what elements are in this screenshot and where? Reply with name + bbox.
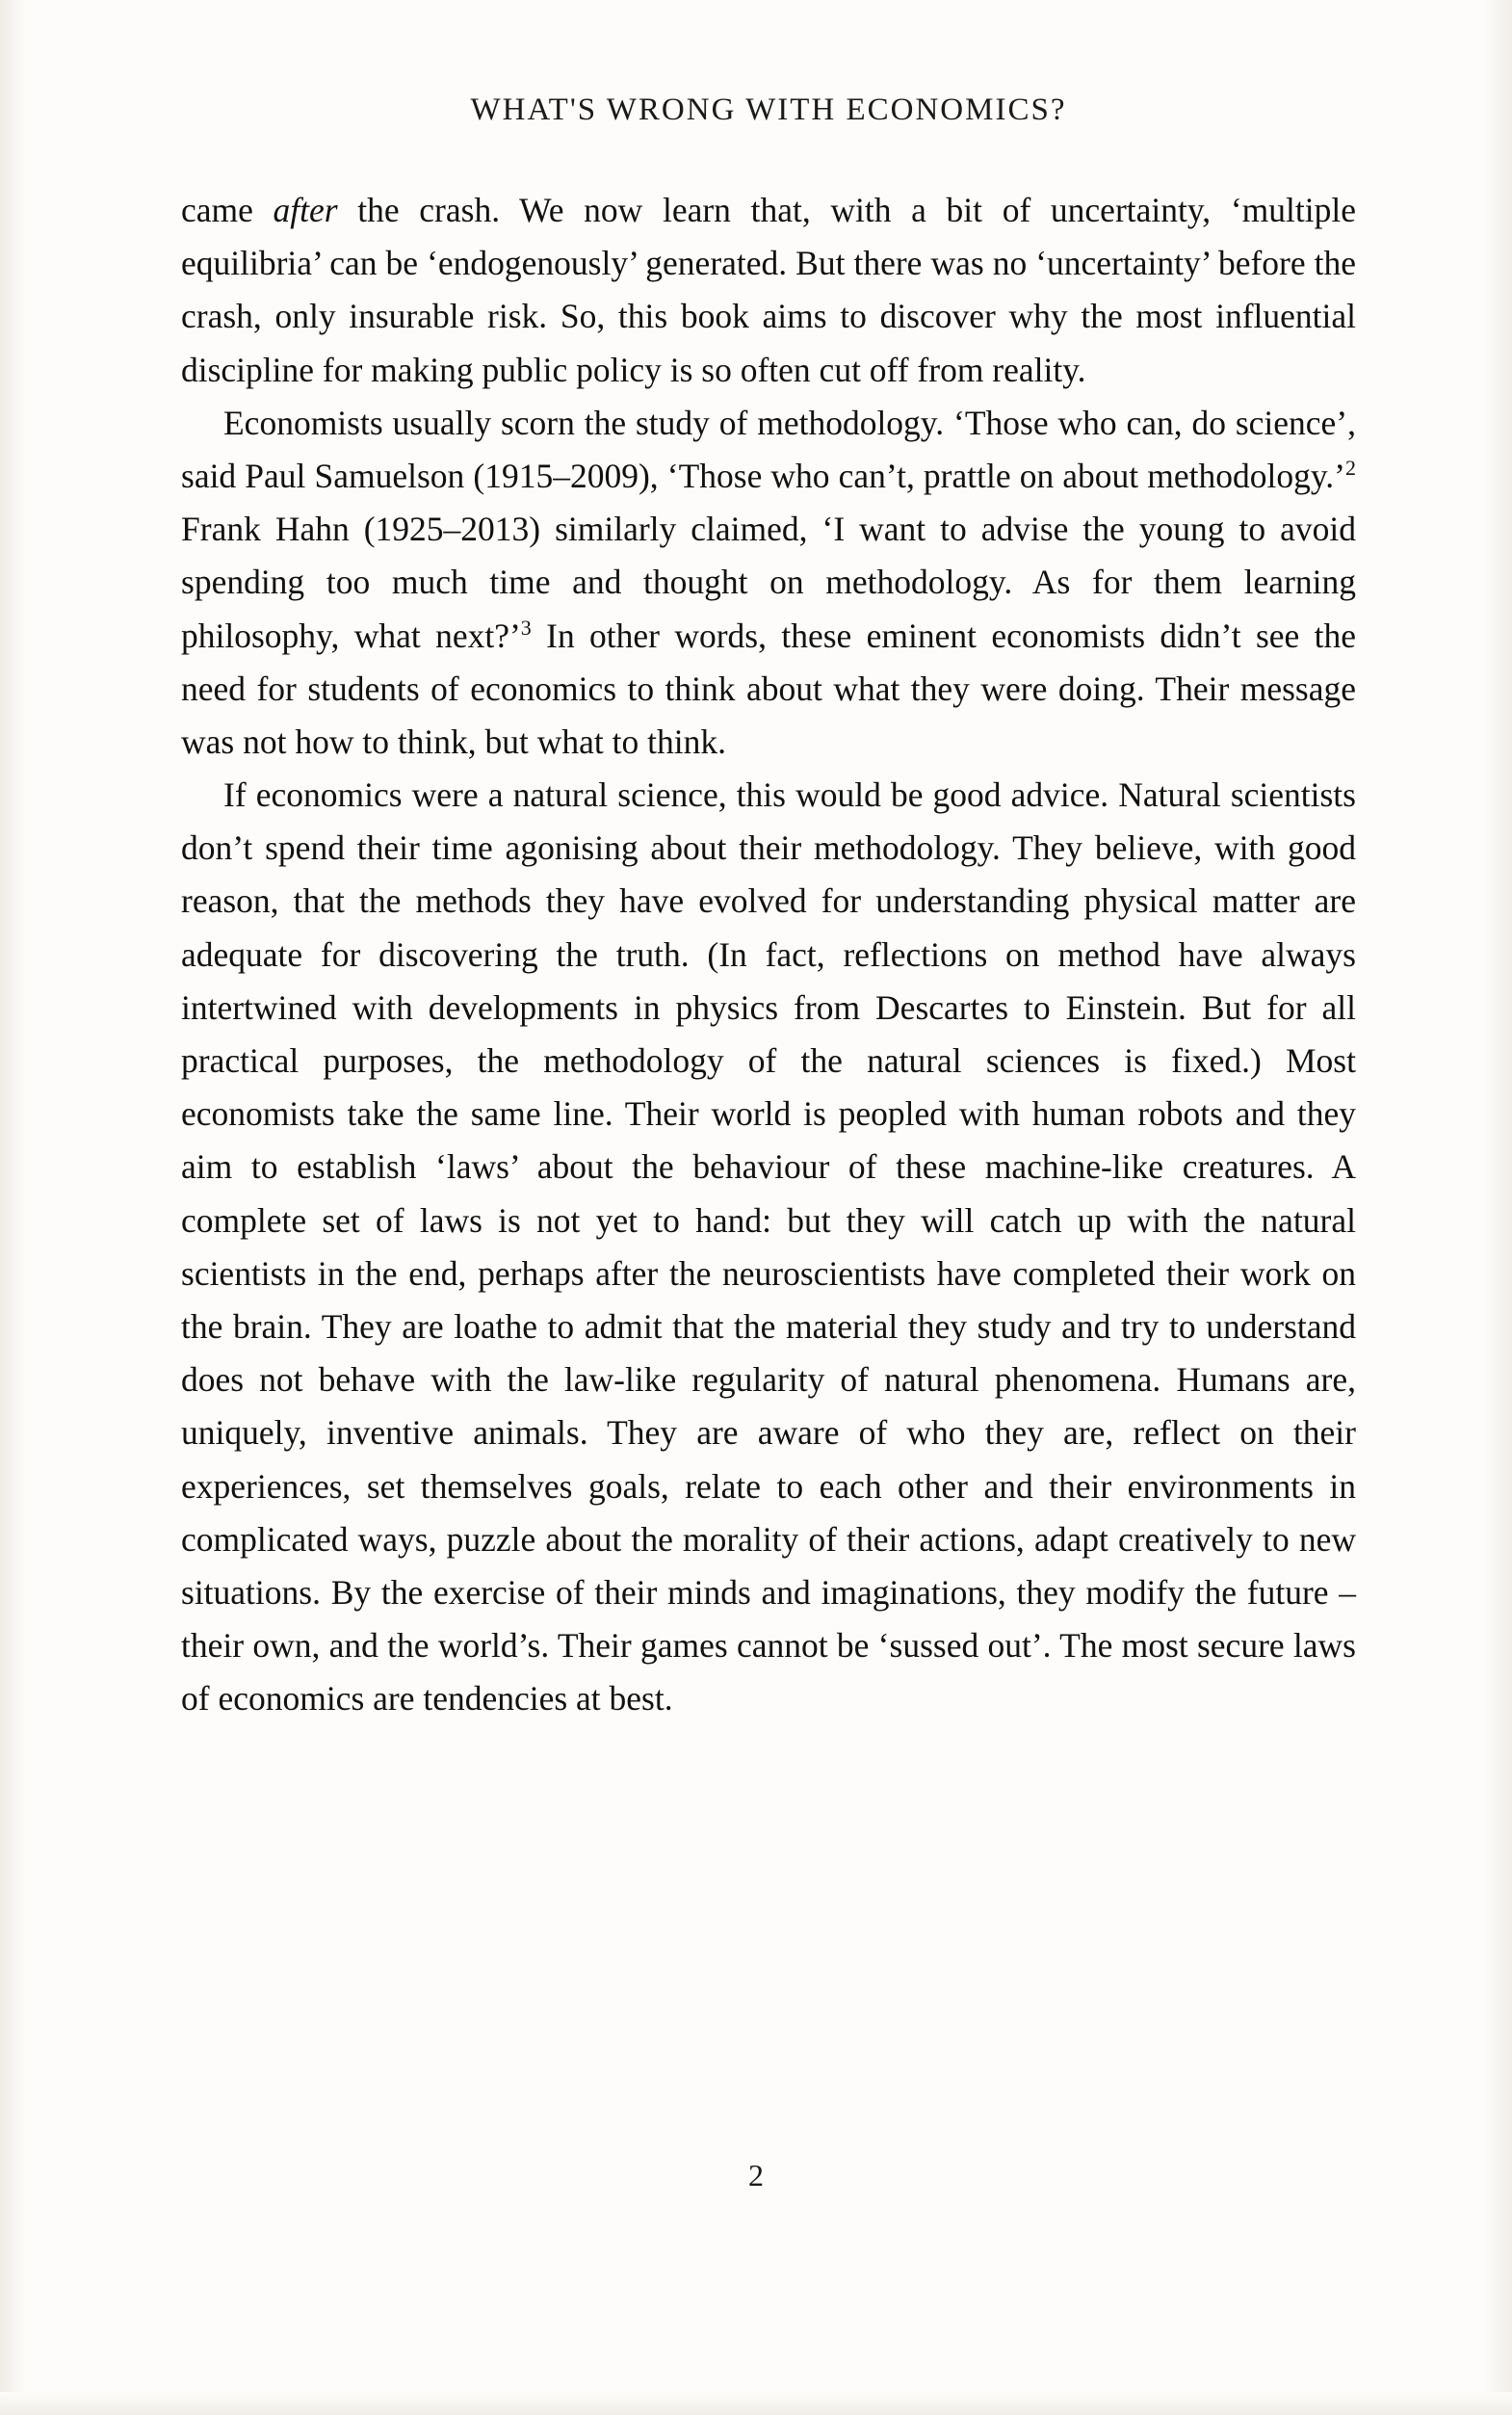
page-content — [181, 92, 1356, 1725]
page-number: 2 — [748, 2158, 764, 2192]
page-edge-bottom — [0, 2392, 1512, 2415]
page-edge-right — [1483, 0, 1512, 2415]
paragraph-3: If economics were a natural science, this would be good advice. Natural scientists don’t spend their time agonising about their methodology. They believe, with good reason, that the methods they have evolved for understanding physical matter are adequate for discovering the truth. (In fact, reflections on method have always intertwined with developments in physics from Descartes to Einstein. But for all practical purposes, the methodology of the natural sciences is fixed.) Most economists take the same line. Their world is peopled with human robots and they aim to establish ‘laws’ about the behaviour of these machine-like creatures. A complete set of laws is not yet to hand: but they will catch up with the natural scientists in the end, perhaps after the neuroscientists have completed their work on the brain. They are loathe to admit that the material they study and try to understand does not behave with the law-like regularity of natural phenomena. Humans are, uniquely, inventive animals. They are aware of who they are, reflect on their experiences, set themselves goals, relate to each other and their environments in complicated ways, puzzle about the morality of their actions, adapt creatively to new situations. By the exercise of their minds and imaginations, they modify the future – their own, and the world’s. Their games cannot be ‘sussed out’. The most secure laws of economics are tendencies at best. — [181, 775, 1356, 1719]
body-text — [181, 184, 1356, 1725]
paragraph-1: came after the crash. We now learn that, with a bit of uncertainty, ‘multiple equilibria’ can be ‘endogenously’ generated. But there was no ‘uncertainty’ before the crash, only insurable risk. So, this book aims to discover why the most influential discipline for making public policy is so often cut off from reality. — [181, 191, 1356, 389]
paragraph-2: Economists usually scorn the study of methodology. ‘Those who can, do science’, said Paul Samuelson (1915–2009), ‘Those who can’t, prattle on about methodology.’$^2$ Frank Hahn (1925–2013) similarly claimed, ‘I want to advise the young to avoid spending too much time and thought on methodology. As for them learning philosophy, what next?’$^3$ In other words, these eminent economists didn’t see the need for students of economics to think about what they were doing. Their message was not how to think, but what to think. — [181, 403, 1356, 761]
running-head: WHAT'S WRONG WITH ECONOMICS? — [470, 92, 1067, 127]
page-edge-left — [0, 0, 25, 2415]
